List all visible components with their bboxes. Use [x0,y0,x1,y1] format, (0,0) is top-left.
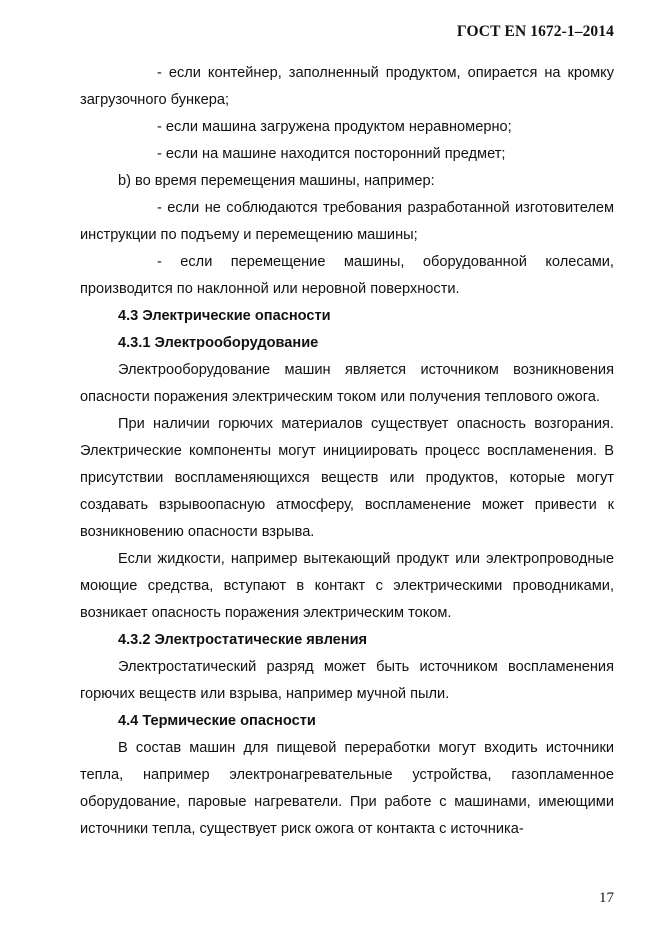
page-body [80,60,614,843]
section-heading: 4.3.1 Электрооборудование [118,335,319,351]
paragraph: - если не соблюдаются требования разработанной изготовителем инструкции по подъему и перемещению машины; [80,200,614,243]
paragraph: - если контейнер, заполненный продуктом, опирается на кромку загрузочного бункера; [80,65,614,108]
paragraph: Если жидкости, например вытекающий продукт или электропроводные моющие средства, вступают в контакт с электрическими проводниками, возникает опасность поражения электрическим током. [80,551,614,621]
paragraph: - если перемещение машины, оборудованной колесами, производится по наклонной или неровной поверхности. [80,254,614,297]
document-header: ГОСТ EN 1672-1–2014 [456,23,614,40]
section-heading: 4.3 Электрические опасности [118,308,331,324]
paragraph: Электростатический разряд может быть источником воспламенения горючих веществ или взрыва, например мучной пыли. [80,659,614,702]
paragraph: - если машина загружена продуктом неравномерно; [157,119,512,135]
paragraph: - если на машине находится посторонний предмет; [157,146,506,162]
page-number: 17 [599,890,614,906]
paragraph: Электрооборудование машин является источником возникновения опасности поражения электрическим током или получения теплового ожога. [80,362,614,405]
paragraph: В состав машин для пищевой переработки могут входить источники тепла, например электронагревательные устройства, газопламенное оборудование, паровые нагреватели. При работе с машинами, имеющими источники тепла, существует риск ожога от контакта с источника- [80,740,614,837]
paragraph: b) во время перемещения машины, например: [118,173,435,189]
section-heading: 4.4 Термические опасности [118,713,316,729]
paragraph: При наличии горючих материалов существует опасность возгорания. Электрические компоненты могут инициировать процесс воспламенения. В присутствии воспламеняющихся веществ или продуктов, которые могут создавать взрывоопасную атмосферу, воспламенение может привести к возникновению опасности взрыва. [80,416,614,540]
section-heading: 4.3.2 Электростатические явления [118,632,368,648]
